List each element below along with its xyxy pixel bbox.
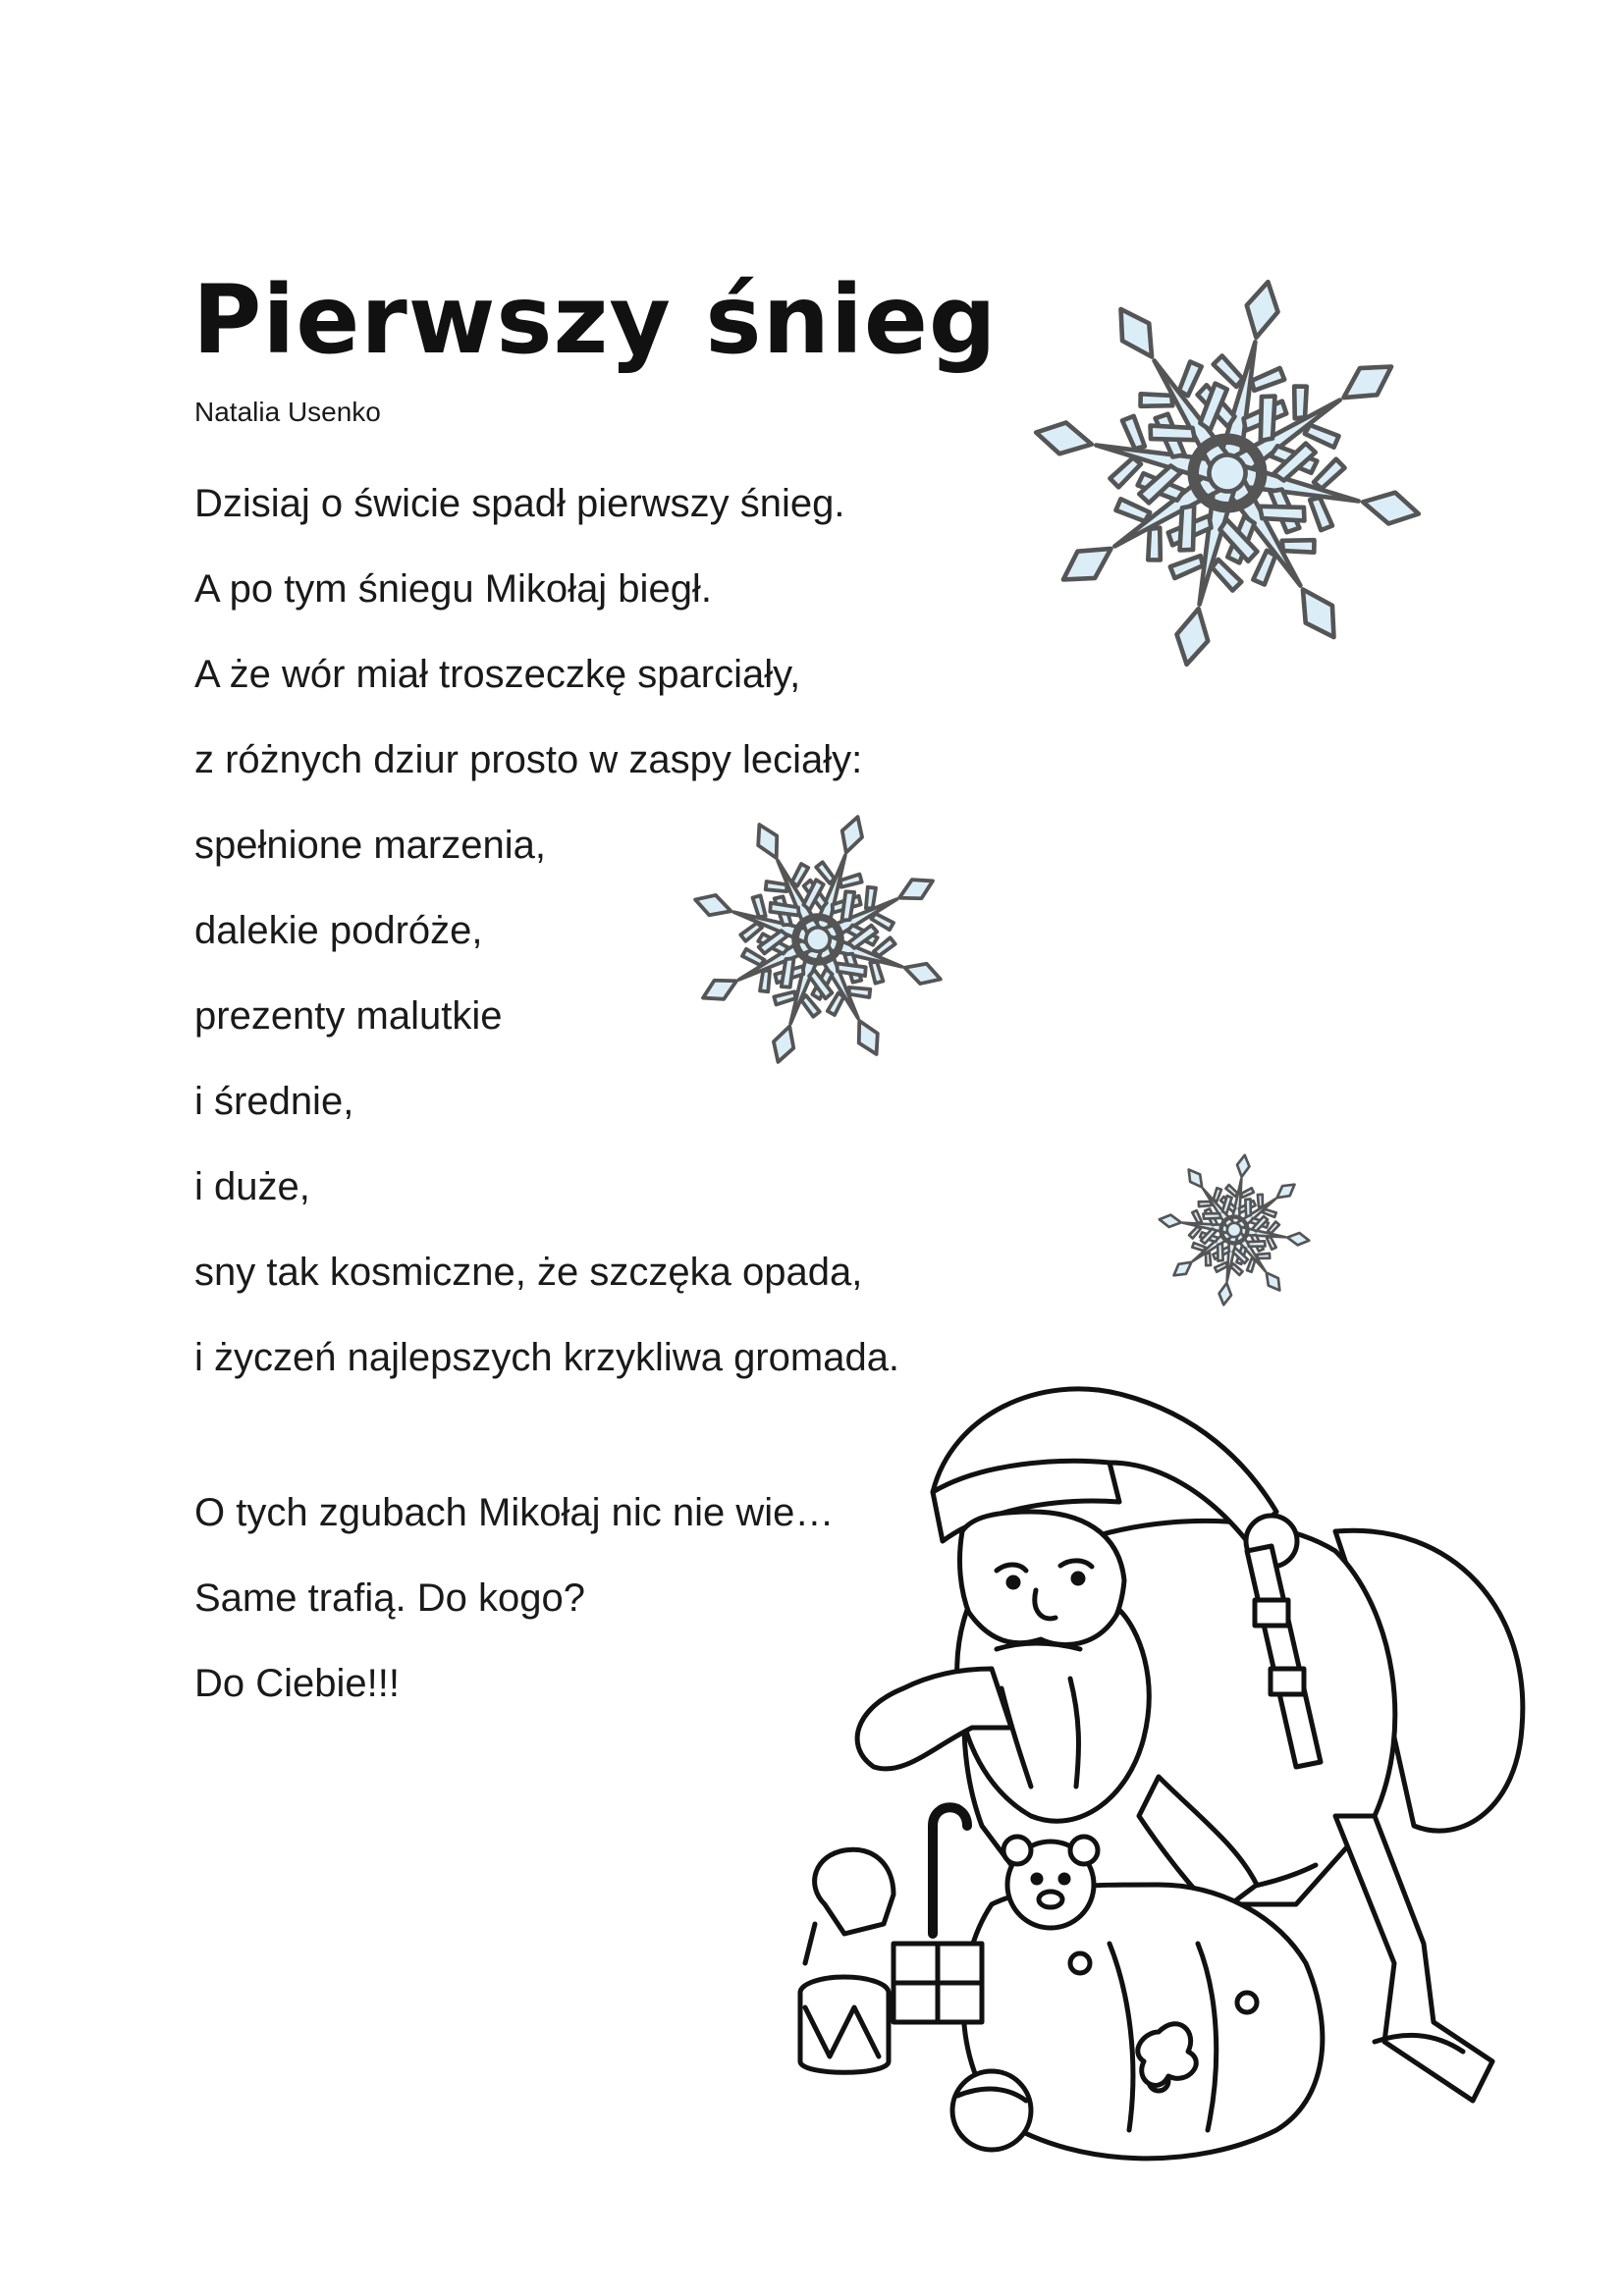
poem-author: Natalia Usenko — [194, 397, 381, 427]
poem-line: z różnych dziur prosto w zaspy leciały: — [194, 738, 863, 781]
poem-line: Dzisiaj o świcie spadł pierwszy śnieg. — [194, 482, 845, 525]
santa-claus-icon — [785, 1355, 1551, 2169]
toy-ball — [952, 2071, 1031, 2150]
poem-line: Do Ciebie!!! — [194, 1662, 400, 1705]
candy-cane — [933, 1807, 967, 1934]
poem-line: Same trafią. Do kogo? — [194, 1576, 585, 1620]
poem-line: A że wór miał troszeczkę sparciały, — [194, 653, 801, 696]
poem-line: prezenty malutkie — [194, 994, 503, 1038]
poem-line: i średnie, — [194, 1080, 354, 1123]
poem-line: spełnione marzenia, — [194, 824, 546, 867]
snowflake-shape — [1151, 1147, 1318, 1313]
rocking-horse — [815, 1849, 893, 1934]
snowflake-icon — [1011, 257, 1443, 689]
snowflake-icon — [1151, 1147, 1318, 1313]
poem-title: Pierwszy śnieg — [192, 265, 998, 375]
poem-line: O tych zgubach Mikołaj nic nie wie… — [194, 1491, 835, 1534]
snowflake-icon — [676, 797, 960, 1082]
poem-line: i życzeń najlepszych krzykliwa gromada. — [194, 1336, 900, 1379]
snowflake-shape — [676, 797, 960, 1082]
poem-line: dalekie podróże, — [194, 909, 483, 952]
poem-line: sny tak kosmiczne, że szczęka opada, — [194, 1251, 863, 1294]
stanza-2 — [194, 1470, 834, 1727]
santa-boot — [1335, 1816, 1492, 2101]
poem-line: A po tym śniegu Mikołaj biegł. — [194, 567, 712, 611]
snowflake-shape — [1011, 257, 1443, 689]
poem-line: i duże, — [194, 1165, 310, 1208]
